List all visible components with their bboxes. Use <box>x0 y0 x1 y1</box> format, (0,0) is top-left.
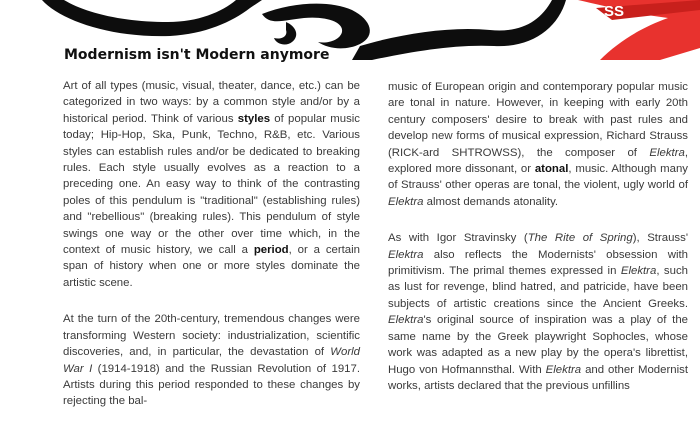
left-column <box>63 78 360 430</box>
term-styles: styles <box>237 112 271 125</box>
swirl-center-hook <box>274 22 296 45</box>
paragraph-styles-periods: Art of all types (music, visual, theater, dance, etc.) can be categorized in two ways: by a common style and/or by a historical period. Think of various styles of popular music today; Hip-Hop, Ska, Punk, Techno, R&B, etc. Various styles can establish rules and/or be dedicated to breaking rules. Each style usually evolves as a reaction to a preceding one. An easy way to think of the contrasting poles of this pendulum is "traditional" (establishing rules) and "rebellious" (breaking rules). This pendulum of style swings one way or the other over time which, in the context of music history, we call a period, or a certain span of history when one or more styles dominate the artistic scene. <box>63 80 361 289</box>
term-period: period <box>253 244 289 257</box>
paragraph-primitivism: As with Igor Stravinsky (The Rite of Spring), Strauss' Elektra also reflects the Modernists' obsession with primitivism. The primal themes expressed in Elektra, such as lust for revenge, blind hatred, and patricide, have been subjects of artistic creations since the Ancient Greeks. Elektra's original source of inspiration was a play of the same name by the Greek playwright Sophocles, whose work was adapted as a new play by the opera's librettist, Hugo von Hofmannsthal. With Elektra and other Modernist works, artists declared that the previous unfillins <box>388 232 688 392</box>
right-column <box>388 79 688 414</box>
swirl-left-shape <box>42 0 262 36</box>
term-atonal: atonal <box>534 163 569 176</box>
article-title: Modernism isn't Modern anymore <box>64 47 330 63</box>
paragraph-20th-century: At the turn of the 20th-century, tremendous changes were transforming Western society: industrialization, scientific discoveries, and, in particular, the devastation of World War I (1914-1918) and the Russian Revolution of 1917. Artists during this period responded to these changes by rejecting the bal- <box>63 313 360 408</box>
paragraph-atonality: music of European origin and contemporary popular music are tonal in nature. However, in keeping with early 20th century composers' desire to break with past rules and develop new forms of musical expression, Richard Strauss (RICK-ard SHTROWSS), the composer of Elektra, explored more dissonant, or atonal, music. Although many of Strauss' other operas are tonal, the violent, ugly world of Elektra almost demands atonality. <box>388 81 689 208</box>
swirl-right-shape <box>352 0 566 60</box>
banner-corner-text: SS <box>604 3 625 20</box>
